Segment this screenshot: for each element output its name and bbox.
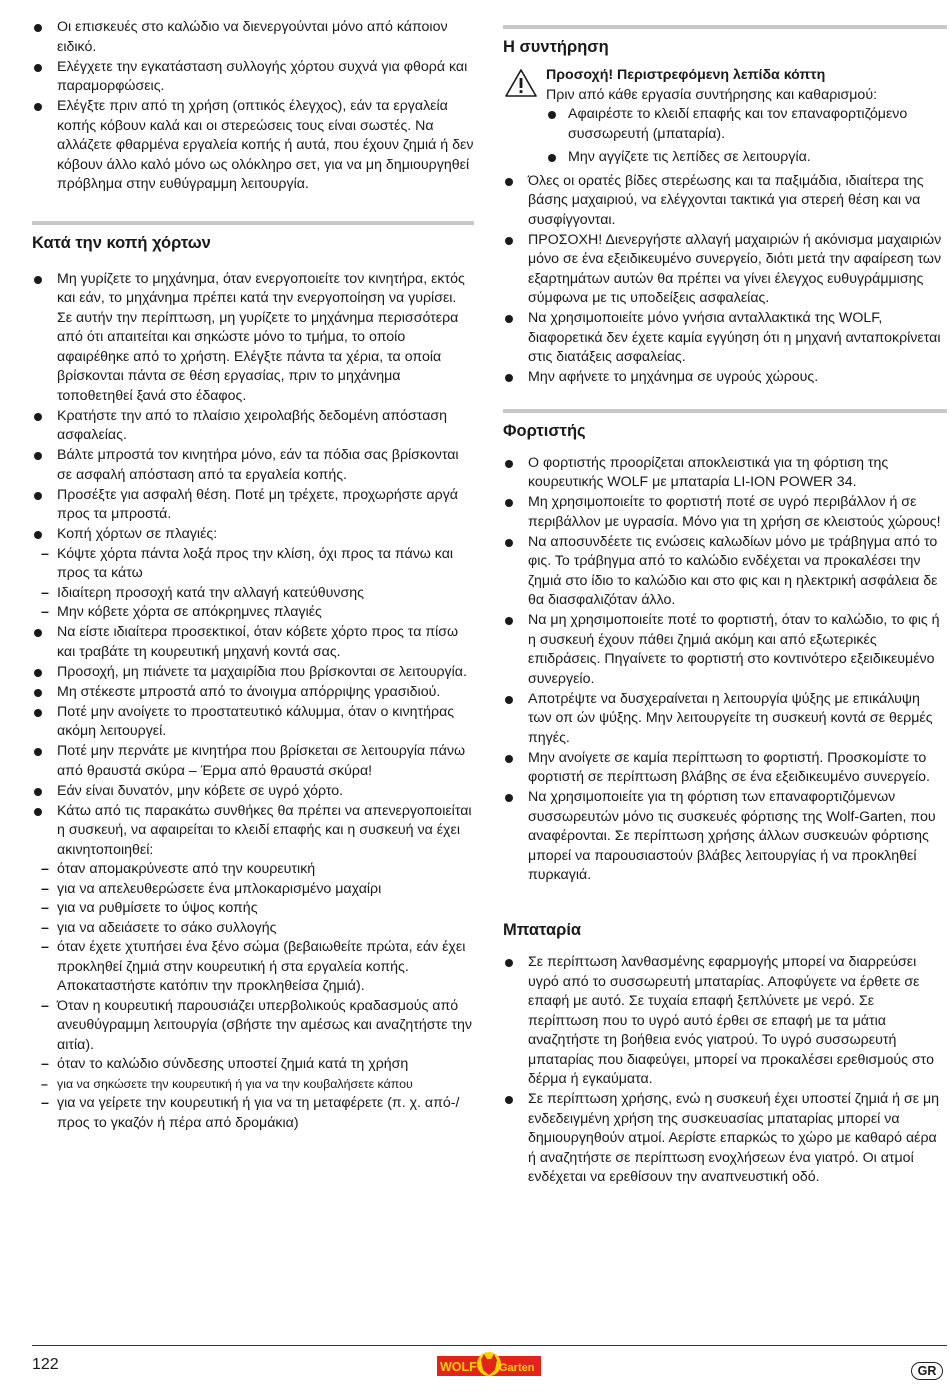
- list-item: Να χρησιμοποιείτε μόνο γνήσια ανταλλακτικά της WOLF, διαφορετικά δεν έχετε καμία εγγύηση ότι η μηχανή ανταποκρίνεται στις διατάξεις ασφαλείας.: [503, 309, 947, 368]
- logo-wolf-text: WOLF: [440, 1360, 477, 1374]
- sub-item: – Μην κόβετε χόρτα σε απόκρημνες πλαγιές: [41, 603, 474, 623]
- list-item: Προσέξτε για ασφαλή θέση. Ποτέ μη τρέχετε, προχωρήστε αργά προς τα μπροστά.: [32, 486, 474, 525]
- sub-item: – για να ρυθμίσετε το ύψος κοπής: [41, 899, 474, 919]
- list-item: Εάν είναι δυνατόν, μην κόβετε σε υγρό χόρτο.: [32, 782, 474, 802]
- sub-item: – Όταν η κουρευτική παρουσιάζει υπερβολικούς κραδασμούς από ανευθύγραμμη λειτουργία (σβήστε την αμέσως και αναζητήστε την αιτία).: [41, 997, 474, 1056]
- list-item: Μην αφήνετε το μηχάνημα σε υγρούς χώρους.: [503, 368, 947, 388]
- list-item: Σε περίπτωση χρήσης, ενώ η συσκευή έχει υποστεί ζημιά ή σε μη ενδεδειγμένη χρήση της συσκευασίας μπαταρίας μπορεί να δημιουργηθούν ατμοί. Αερίστε επαρκώς το χώρο με καθαρό αέρα ή αναζητήστε σε περίπτωση ενοχλήσεων ένα γιατρό. Οι ατμοί ενδέχεται να ερεθίσουν την αναπνευστική οδό.: [503, 1090, 947, 1188]
- list-item: Σε περίπτωση λανθασμένης εφαρμογής μπορεί να διαρρεύσει υγρό από το συσσωρευτή μπαταρίας. Αποφύγετε να έρθετε σε επαφή με αυτό. Σε τυχαία επαφή ξεπλύνετε με νερό. Σε περίπτωση που το υγρό αυτό έρθει σε επαφή με τα μάτια αναζητήστε τη βοήθεια ενός γιατρού. Το υγρό συσσωρευτή μπαταρίας που διαφεύγει, μπορεί να προκαλέσει ερεθισμούς στο δέρμα ή εγκαύματα.: [503, 953, 947, 1090]
- left-column: [32, 18, 474, 1134]
- slopes-sublist: [41, 545, 474, 623]
- list-item: Μην ανοίγετε σε καμία περίπτωση το φορτιστή. Προσκομίστε το φορτιστή σε περίπτωση βλάβης σε ένα εξειδικευμένο συνεργείο.: [503, 749, 947, 788]
- section-title-battery: Μπαταρία: [503, 921, 582, 939]
- sub-item: – Ιδιαίτερη προσοχή κατά την αλλαγή κατεύθυνσης: [41, 584, 474, 604]
- list-item: Κρατήστε την από το πλαίσιο χειρολαβής δεδομένη απόσταση ασφαλείας.: [32, 407, 474, 446]
- list-item: Ελέγχετε την εγκατάσταση συλλογής χόρτου συχνά για φθορά και παραμορφώσεις.: [32, 58, 474, 97]
- maintenance-list: [503, 172, 947, 388]
- list-item: Να χρησιμοποιείτε για τη φόρτιση των επαναφορτιζόμενων συσσωρευτών μόνο τις συσκευές φόρτισης της Wolf-Garten, που αναφέρονται. Σε περίπτωση χρήσης άλλων συσκευών φόρτισης μπορεί να παρουσιαστούν βλάβες λειτουργίας ή να προκληθεί πυρκαγιά.: [503, 788, 947, 886]
- warning-triangle-icon: [504, 68, 538, 98]
- warning-title: Προσοχή! Περιστρεφόμενη λεπίδα κόπτη: [546, 67, 826, 83]
- sub-item: – για να αδειάσετε το σάκο συλλογής: [41, 919, 474, 939]
- list-item: ΠΡΟΣΟΧΗ! Διενεργήστε αλλαγή μαχαιριών ή ακόνισμα μαχαιριών μόνο σε ένα εξειδικευμένο συνεργείο, διότι μετά την αφαίρεση των εξαρτημάτων αυτών θα πρέπει να γίνει έλεγχος ευθυγράμμισης σύμφωνα με τις υποδείξεις ασφαλείας.: [503, 231, 947, 309]
- list-item: Όλες οι ορατές βίδες στερέωσης και τα παξιμάδια, ιδιαίτερα της βάσης μαχαιριού, να ελέγχονται τακτικά για στερεή θέση και να συσφίγγονται.: [503, 172, 947, 231]
- warning-block: [503, 66, 947, 168]
- list-item: Μη γυρίζετε το μηχάνημα, όταν ενεργοποιείτε τον κινητήρα, εκτός και εάν, το μηχάνημα πρέπει κατά την ενεργοποίηση να γυρίσει. Σε αυτήν την περίπτωση, μη γυρίζετε το μηχάνημα περισσότερα από ότι απαιτείται και σηκώστε μόνο το τμήμα, το οποίο αφαιρέθηκε από το χρήστη. Ελέγξτε πάντα τα χέρια, τα οποία βρίσκονται πάντα σε θέση εργασίας, πριν το μηχάνημα τοποθετηθεί ξανά στο έδαφος.: [32, 270, 474, 407]
- list-item: Αποτρέψτε να δυσχεραίνεται η λειτουργία ψύξης με επικάλυψη των οπ ών ψύξης. Μην λειτουργείτε τη συσκευή κοντά σε θερμές πηγές.: [503, 690, 947, 749]
- warning-list: [546, 105, 947, 168]
- footer-divider: [32, 1345, 947, 1346]
- list-item: Οι επισκευές στο καλώδιο να διενεργούνται μόνο από κάποιον ειδικό.: [32, 18, 474, 57]
- wolf-garten-logo: [437, 1350, 541, 1380]
- sub-item: – όταν το καλώδιο σύνδεσης υποστεί ζημιά κατά τη χρήση: [41, 1055, 474, 1075]
- list-item: Βάλτε μπροστά τον κινητήρα μόνο, εάν τα πόδια σας βρίσκονται σε ασφαλή απόσταση από τα εργαλεία κοπής.: [32, 446, 474, 485]
- warning-text: Πριν από κάθε εργασία συντήρησης και καθαρισμού:: [546, 86, 878, 103]
- section-title-charger: Φορτιστής: [503, 421, 586, 440]
- charger-list: [503, 454, 947, 886]
- list-item: Προσοχή, μη πιάνετε τα μαχαιρίδια που βρίσκονται σε λειτουργία.: [32, 663, 474, 683]
- section-title-maintenance: Η συντήρηση: [503, 38, 609, 56]
- page-number: 122: [32, 1356, 59, 1373]
- battery-list: [503, 953, 947, 1188]
- language-badge: GR: [911, 1362, 943, 1380]
- logo-garten-text: Garten: [499, 1362, 535, 1374]
- sub-item: – για να σηκώσετε την κουρευτική ή για να την κουβαλήσετε κάπου: [41, 1075, 474, 1095]
- list-item-slopes: [32, 525, 474, 623]
- list-item: Να μη χρησιμοποιείτε ποτέ το φορτιστή, όταν το καλώδιο, το φις ή η συσκευή έχουν πάθει ζημιά ακόμη και από εξωτερικές επιδράσεις. Πηγαίνετε το φορτιστή στο κοντινότερο εξειδικευμένο συνεργείο.: [503, 611, 947, 689]
- list-item: Ποτέ μην περνάτε με κινητήρα που βρίσκεται σε λειτουργία πάνω από θραυστά σκύρα – Έρμα από θραυστά σκύρα!: [32, 742, 474, 781]
- section-title-mowing: Κατά την κοπή χόρτων: [32, 233, 211, 252]
- list-item: Ποτέ μην ανοίγετε το προστατευτικό κάλυμμα, όταν ο κινητήρας ακόμη λειτουργεί.: [32, 703, 474, 742]
- stop-label: Κάτω από τις παρακάτω συνθήκες θα πρέπει να απενεργοποιείται η συσκευή, να αφαιρείται το κλειδί επαφής και η συσκευή να έχει ακινητοποιηθεί:: [57, 802, 472, 858]
- sub-item: – όταν απομακρύνεστε από την κουρευτική: [41, 860, 474, 880]
- list-item: Να αποσυνδέετε τις ενώσεις καλωδίων μόνο με τράβηγμα από το φις. Το τράβηγμα από το καλώδιο ενδέχεται να προκαλέσει την ζημιά στο ίδιο το καλώδιο και στο φις και η ηλεκτρική ασφάλεια δε θα διασφαλιζόταν άλλο.: [503, 533, 947, 611]
- list-item: Μην αγγίζετε τις λεπίδες σε λειτουργία.: [546, 148, 947, 168]
- sub-item: – όταν έχετε χτυπήσει ένα ξένο σώμα (βεβαιωθείτε πρώτα, εάν έχει προκληθεί ζημιά στην κουρευτική ή στα εργαλεία κοπής. Αποκαταστήστε κατόπιν την προκληθείσα ζημιά).: [41, 938, 474, 997]
- stop-sublist: [41, 860, 474, 1133]
- slopes-label: Κοπή χόρτων σε πλαγιές:: [57, 526, 218, 542]
- list-item: Ελέγξτε πριν από τη χρήση (οπτικός έλεγχος), εάν τα εργαλεία κοπής κόβουν καλά και οι στερεώσεις τους είναι σωστές. Να αλλάζετε φθαρμένα εργαλεία κοπής ή αυτά, που έχουν ζημιά ή δεν κόβουν άλλο καλό μόνο ως ολόκληρο σετ, για να μη δημιουργηθεί πρόβλημα στην ευθύγραμμη λειτουργία.: [32, 97, 474, 195]
- list-item: Ο φορτιστής προορίζεται αποκλειστικά για τη φόρτιση της κουρευτικής WOLF με μπαταρία LI-ION POWER 34.: [503, 454, 947, 493]
- mowing-list: [32, 270, 474, 1134]
- list-item: Μη στέκεστε μπροστά από το άνοιγμα απόρριψης γρασιδιού.: [32, 683, 474, 703]
- list-item: Να είστε ιδιαίτερα προσεκτικοί, όταν κόβετε χόρτο προς τα πίσω και τραβάτε τη κουρευτική μηχανή κοντά σας.: [32, 623, 474, 662]
- intro-list: [32, 18, 474, 195]
- sub-item: – Κόψτε χόρτα πάντα λοξά προς την κλίση, όχι προς τα πάνω και προς τα κάτω: [41, 545, 474, 584]
- list-item: Μη χρησιμοποιείτε το φορτιστή ποτέ σε υγρό περιβάλλον ή σε περιβάλλον με υγρασία. Μόνο για τη χρήση σε κλειστούς χώρους!: [503, 493, 947, 532]
- list-item-stop: [32, 802, 474, 1134]
- sub-item: – για να γείρετε την κουρευτική ή για να τη μεταφέρετε (π. χ. από-/ προς το γκαζόν ή πέρα από δρομάκια): [41, 1094, 474, 1133]
- sub-item: – για να απελευθερώσετε ένα μπλοκαρισμένο μαχαίρι: [41, 880, 474, 900]
- right-column: [503, 18, 947, 1188]
- list-item: Αφαιρέστε το κλειδί επαφής και τον επαναφορτιζόμενο συσσωρευτή (μπαταρία).: [546, 105, 947, 144]
